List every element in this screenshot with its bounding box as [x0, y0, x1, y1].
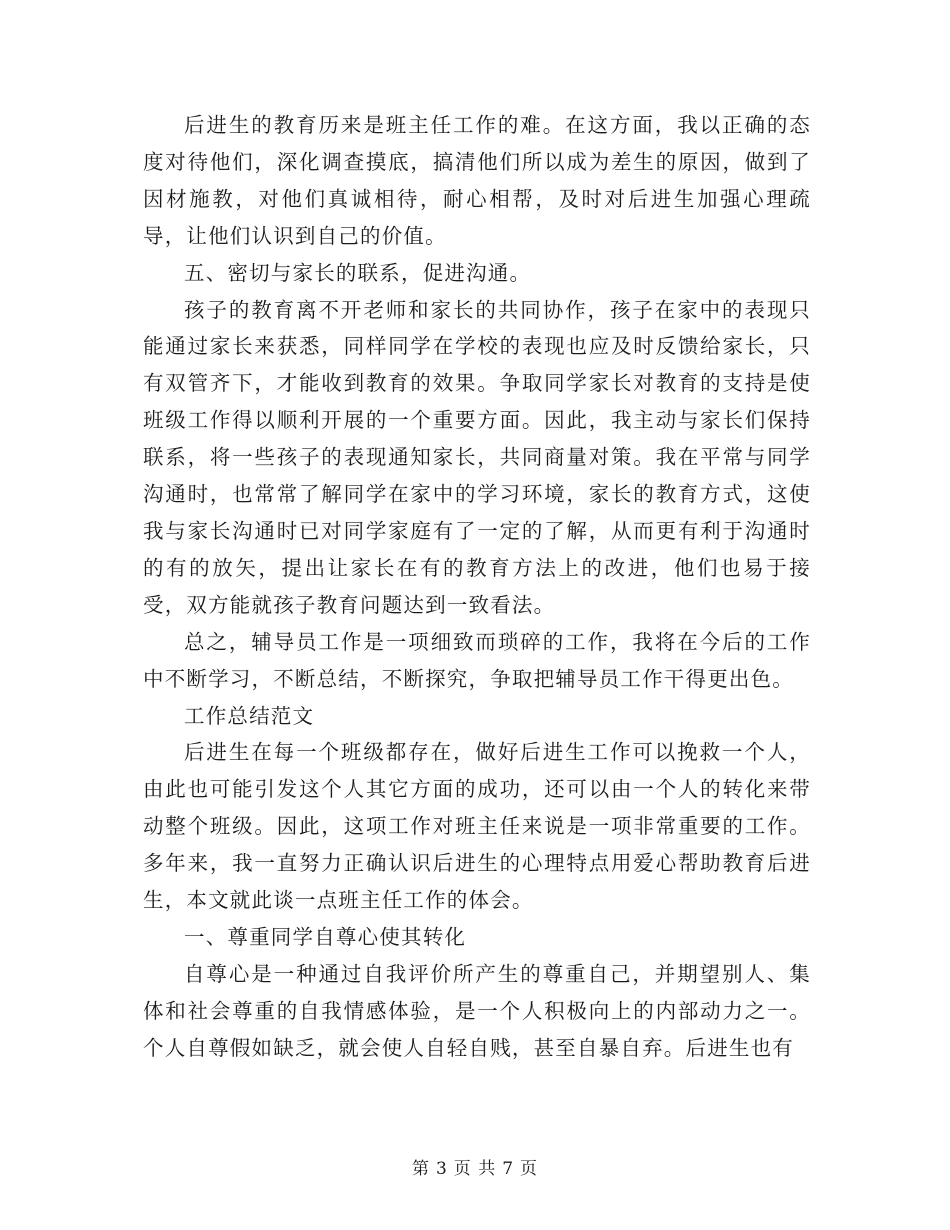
paragraph-parent-communication: 孩子的教育离不开老师和家长的共同协作，孩子在家中的表现只能通过家长来获悉，同样同学在学校的表现也应及时反馈给家长，只有双管齐下，才能收到教育的效果。争取同学家长对教育的支持是使班级工作得以顺利开展的一个重要方面。因此，我主动与家长们保持联系，将一些孩子的表现通知家长，共同商量对策。我在平常与同学沟通时，也常常了解同学在家中的学习环境，家长的教育方式，这使我与家长沟通时已对同学家庭有了一定的了解，从而更有利于沟通时的有的放矢，提出让家长在有的教育方法上的改进，他们也易于接受，双方能就孩子教育问题达到一致看法。	[143, 297, 811, 617]
body-text	[143, 107, 811, 1067]
paragraph-backward-students: 后进生的教育历来是班主任工作的难。在这方面，我以正确的态度对待他们，深化调查摸底，搞清他们所以成为差生的原因，做到了因材施教，对他们真诚相待，耐心相帮，及时对后进生加强心理疏导，让他们认识到自己的价值。	[143, 113, 811, 248]
section-heading-self-esteem: 一、尊重同学自尊心使其转化	[184, 924, 467, 949]
footer-current-page: 3	[435, 1159, 448, 1179]
paragraph-self-esteem: 自尊心是一种通过自我评价所产生的尊重自己，并期望别人、集体和社会尊重的自我情感体验，是一个人积极向上的内部动力之一。个人自尊假如缺乏，就会使人自轻自贱，甚至自暴自弃。后进生也有	[143, 961, 811, 1060]
page-number-footer	[0, 1154, 950, 1179]
footer-suffix: 页	[520, 1159, 539, 1179]
section-heading-sample: 工作总结范文	[184, 703, 315, 728]
paragraph-conclusion: 总之，辅导员工作是一项细致而琐碎的工作，我将在今后的工作中不断学习，不断总结，不断探究，争取把辅导员工作干得更出色。	[143, 629, 811, 691]
footer-middle: 页 共	[453, 1159, 497, 1179]
section-heading-parents: 五、密切与家长的联系，促进沟通。	[184, 260, 532, 285]
footer-total-pages: 7	[502, 1159, 515, 1179]
paragraph-intro: 后进生在每一个班级都存在，做好后进生工作可以挽救一个人，由此也可能引发这个人其它方面的成功，还可以由一个人的转化来带动整个班级。因此，这项工作对班主任来说是一项非常重要的工作。多年来，我一直努力正确认识后进生的心理特点用爱心帮助教育后进生，本文就此谈一点班主任工作的体会。	[143, 740, 811, 913]
footer-prefix: 第	[411, 1159, 430, 1179]
